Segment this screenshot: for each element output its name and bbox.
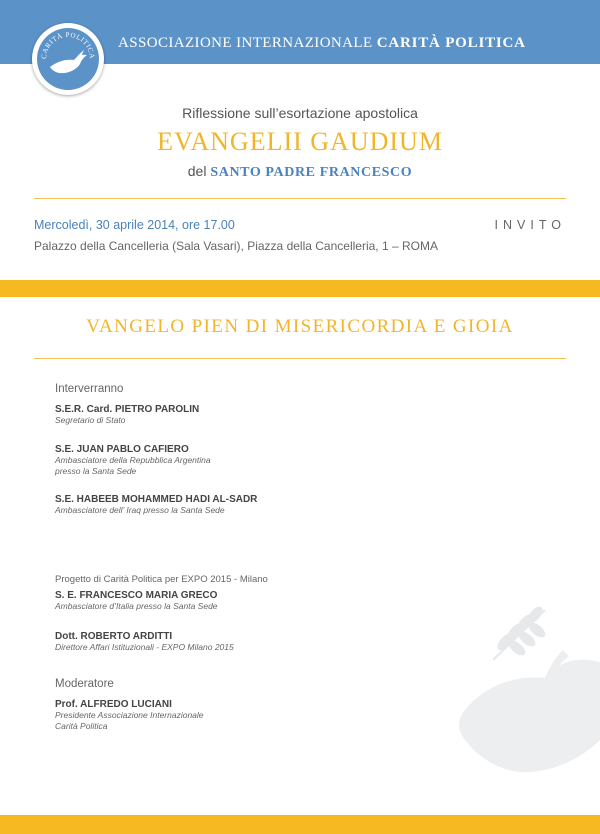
speaker-entry [55, 494, 257, 516]
speaker-name: S.E. HABEEB MOHAMMED HADI AL-SADR [55, 494, 258, 505]
org-title [118, 35, 526, 52]
yellow-band-bottom [0, 815, 600, 834]
event-byline [0, 163, 600, 181]
org-prefix: ASSOCIAZIONE INTERNAZIONALE [118, 35, 373, 51]
speaker-entry [55, 404, 199, 426]
event-subtitle: Riflessione sull’esortazione apostolica [182, 105, 418, 121]
speaker-role: Ambasciatore d’Italia presso la Santa Sede [55, 601, 218, 611]
dove-logo-icon [32, 23, 104, 95]
divider-top [34, 198, 566, 199]
byline-name: SANTO PADRE FRANCESCO [210, 165, 413, 180]
divider-theme [34, 358, 566, 359]
organization-logo [32, 23, 104, 95]
event-title: EVANGELII GAUDIUM [157, 127, 443, 156]
moderator-entry [55, 699, 204, 732]
expo-speaker-entry [55, 631, 234, 653]
event-date: Mercoledì, 30 aprile 2014, ore 17.00 [34, 218, 235, 232]
moderator-role: Presidente Associazione Internazionale [55, 710, 204, 720]
speaker-role: Segretario di Stato [55, 415, 126, 425]
speaker-role: Ambasciatore dell’ Iraq presso la Santa Sede [55, 505, 225, 515]
speaker-role: Direttore Affari Istituzionali - EXPO Milano 2015 [55, 642, 234, 652]
speaker-entry [55, 444, 211, 477]
speaker-name: S.E.R. Card. PIETRO PAROLIN [55, 404, 200, 415]
byline-prefix: del [187, 163, 207, 179]
moderator-name: Prof. ALFREDO LUCIANI [55, 699, 172, 710]
dove-watermark-icon [445, 590, 600, 790]
speaker-name: S. E. FRANCESCO MARIA GRECO [55, 590, 218, 601]
speakers-heading: Interverranno [55, 383, 124, 395]
expo-heading: Progetto di Carità Politica per EXPO 2015 - Milano [55, 574, 268, 585]
speaker-role: presso la Santa Sede [55, 466, 137, 476]
moderator-role: Carità Politica [55, 721, 108, 731]
event-theme: VANGELO PIEN DI MISERICORDIA E GIOIA [86, 316, 514, 337]
event-venue: Palazzo della Cancelleria (Sala Vasari), Piazza della Cancelleria, 1 – ROMA [34, 239, 438, 253]
speaker-name: S.E. JUAN PABLO CAFIERO [55, 444, 189, 455]
yellow-band-top [0, 280, 600, 297]
invito-label: INVITO [494, 218, 566, 232]
moderator-heading: Moderatore [55, 678, 114, 690]
speaker-name: Dott. ROBERTO ARDITTI [55, 631, 173, 642]
org-name: CARITÀ POLITICA [376, 35, 526, 51]
speaker-role: Ambasciatore della Repubblica Argentina [55, 455, 211, 465]
expo-speaker-entry [55, 590, 218, 612]
logo-text: CARITÀ POLITICA [39, 30, 97, 60]
